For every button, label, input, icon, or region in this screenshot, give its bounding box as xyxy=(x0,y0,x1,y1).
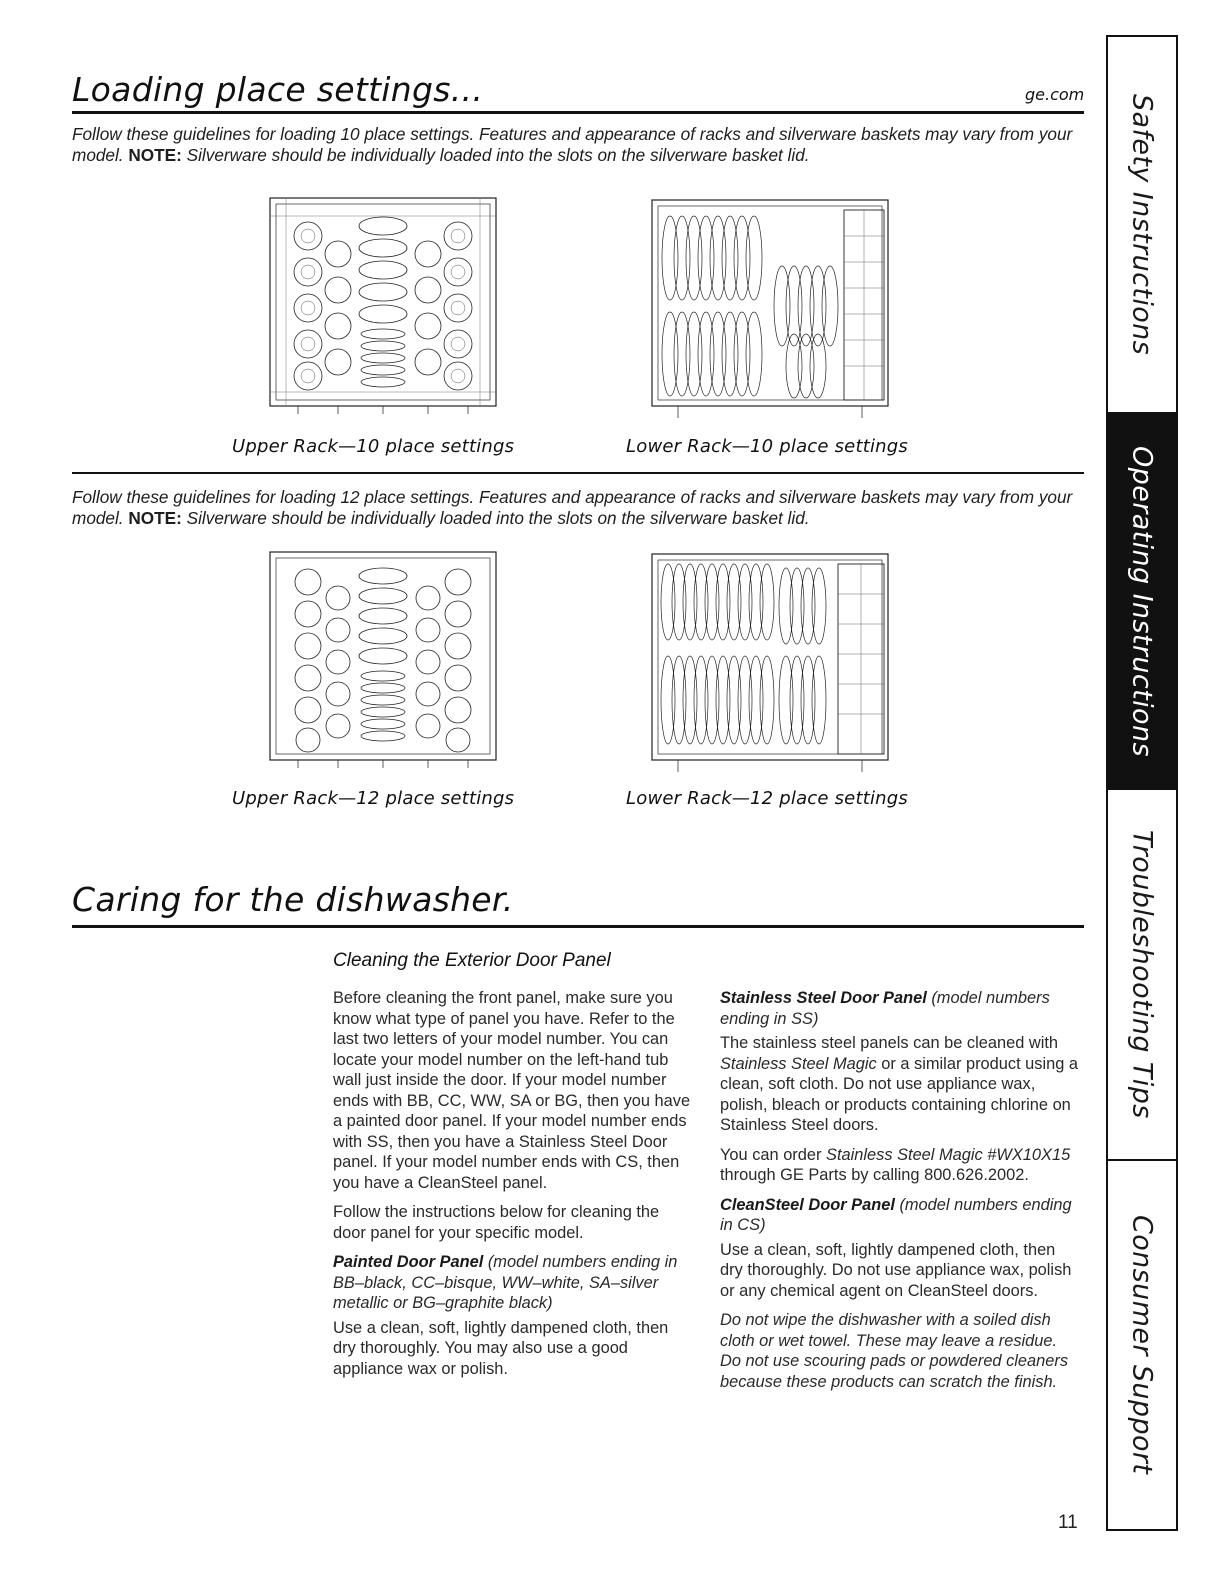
intro-12-settings: Follow these guidelines for loading 12 place settings. Features and appearance of racks and silverware baskets may vary from your model. NOTE: Silverware should be individually loaded into the slots on the silverware basket lid. xyxy=(72,487,1073,528)
painted-door-panel-text: Use a clean, soft, lightly dampened cloth, then dry thoroughly. You may also use a good appliance wax or polish. xyxy=(333,1318,669,1378)
section-title-caring: Caring for the dishwasher. xyxy=(72,880,514,919)
caption-lower-rack-10: Lower Rack—10 place settings xyxy=(626,436,908,457)
caption-upper-rack-10: Upper Rack—10 place settings xyxy=(232,436,515,457)
lower-rack-10-illustration xyxy=(648,196,892,424)
section-divider xyxy=(72,472,1084,474)
page-number: 11 xyxy=(1058,1512,1078,1533)
title-rule xyxy=(72,111,1084,114)
tab-safety-instructions[interactable]: Safety Instructions xyxy=(1126,93,1158,356)
subheading-cleaning-door-panel: Cleaning the Exterior Door Panel xyxy=(333,950,611,971)
tab-operating-instructions[interactable]: Operating Instructions xyxy=(1108,412,1176,788)
section-tabs xyxy=(1106,35,1178,1531)
paragraph-follow-instructions: Follow the instructions below for cleaning the door panel for your specific model. xyxy=(333,1203,660,1242)
site-url: ge.com xyxy=(1025,85,1085,104)
section-title-loading: Loading place settings... xyxy=(72,70,484,109)
tab-troubleshooting-tips[interactable]: Troubleshooting Tips xyxy=(1108,788,1176,1159)
caption-upper-rack-12: Upper Rack—12 place settings xyxy=(232,788,515,809)
lower-rack-12-illustration xyxy=(648,550,892,778)
column-right xyxy=(720,988,1082,1401)
order-magic-text: You can order Stainless Steel Magic #WX10X15 through GE Parts by calling 800.626.2002. xyxy=(720,1145,1071,1184)
caption-lower-rack-12: Lower Rack—12 place settings xyxy=(626,788,908,809)
upper-rack-10-illustration xyxy=(268,196,498,418)
intro-10-settings: Follow these guidelines for loading 10 place settings. Features and appearance of racks and silverware baskets may vary from your model. NOTE: Silverware should be individually loaded into the slots on the silverware basket lid. xyxy=(72,124,1073,165)
stainless-door-panel-text: The stainless steel panels can be cleaned with Stainless Steel Magic or a similar product using a clean, soft cloth. Do not use appliance wax, polish, bleach or products containing chlorine on Stainless Steel doors. xyxy=(720,1034,1079,1134)
warning-text: Do not wipe the dishwasher with a soiled dish cloth or wet towel. These may leave a residue. Do not use scouring pads or powdered cleaners because these products can scratch the finish. xyxy=(720,1311,1069,1391)
painted-door-panel-heading: Painted Door Panel (model numbers ending in BB–black, CC–bisque, WW–white, SA–silver metallic or BG–graphite black) xyxy=(333,1253,678,1312)
caring-rule xyxy=(72,925,1084,928)
tab-consumer-support[interactable]: Consumer Support xyxy=(1108,1159,1176,1529)
stainless-door-panel-heading: Stainless Steel Door Panel (model numbers ending in SS) xyxy=(720,989,1050,1028)
cleansteel-door-panel-text: Use a clean, soft, lightly dampened cloth, then dry thoroughly. Do not use appliance wax, polish or any chemical agent on CleanSteel doors. xyxy=(720,1240,1072,1300)
column-left xyxy=(333,988,695,1388)
cleansteel-door-panel-heading: CleanSteel Door Panel (model numbers ending in CS) xyxy=(720,1195,1072,1234)
upper-rack-12-illustration xyxy=(268,550,498,772)
paragraph-panel-type: Before cleaning the front panel, make sure you know what type of panel you have. Refer to the last two letters of your model number. You can locate your model number on the left-hand tub wall just inside the door. If your model number ends with BB, CC, WW, SA or BG, then you have a painted door panel. If your model number ends with SS, then you have a Stainless Steel Door panel. If your model number ends with CS, then you have a CleanSteel panel. xyxy=(333,989,691,1192)
